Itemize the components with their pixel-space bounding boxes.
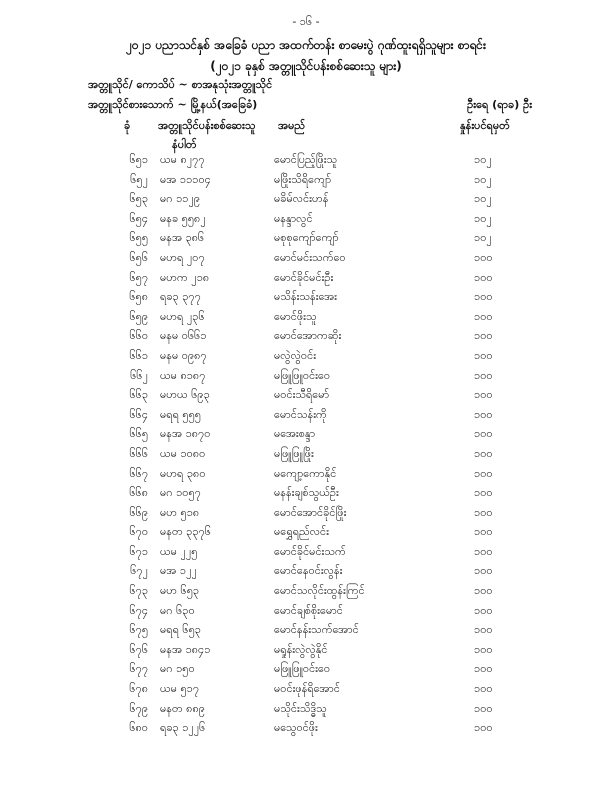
row-nrc: ယမ ၈၂၇၇ <box>160 153 205 166</box>
row-number: ၆၇၈ <box>129 682 148 696</box>
table-row <box>0 640 612 660</box>
row-mark: ၁၀၀ <box>474 388 493 402</box>
row-number: ၆၅၁ <box>129 153 148 166</box>
row-mark: ၁၀၀ <box>474 427 493 441</box>
row-mark: ၁၀၀ <box>474 525 493 539</box>
row-number: ၆၅၆ <box>129 250 148 264</box>
row-name: မစုစုကျော်ကျော် <box>274 231 339 245</box>
row-number: ၆၅၈ <box>129 290 148 304</box>
row-name: မောင်အောင်ခိုင်ဖြိုး <box>274 505 347 519</box>
row-name: မောင်ဖိုးသူ <box>274 309 317 323</box>
table-row <box>0 561 612 581</box>
table-row <box>0 522 612 542</box>
row-name: မောင်သန်းကို <box>274 407 327 421</box>
table-row <box>0 503 612 523</box>
row-name: မောင်ခိုင်မင်းသက် <box>274 544 346 558</box>
row-name: မသိုင်းသိဒ္ဓိသူ <box>274 701 327 715</box>
row-nrc: မနမ ၀၉၈၇ <box>160 348 207 362</box>
row-number: ၆၅၅ <box>129 231 148 245</box>
row-nrc: မဟက ၂၁၈ <box>160 270 210 284</box>
column-header-no: ခုံ <box>124 119 131 132</box>
row-nrc: မရရ ၅၅၅ <box>160 407 201 421</box>
row-name: မလွဲလွဲဝင်း <box>274 348 316 362</box>
table-row <box>0 268 612 288</box>
row-nrc: မဂ ၁၀၅၇ <box>160 486 201 500</box>
row-nrc: မဟယ ၆၉၃ <box>160 388 210 402</box>
row-nrc: ရခ၃ ၁၂၂၆ <box>160 721 206 735</box>
row-mark: ၁၀၀ <box>474 701 493 715</box>
row-number: ၆၆၆ <box>129 446 148 460</box>
row-number: ၆၆၄ <box>129 407 148 421</box>
row-number: ၆၅၂ <box>130 172 148 186</box>
row-mark: ၁၀၀ <box>474 682 493 696</box>
row-mark: ၁၀၀ <box>474 466 493 480</box>
row-nrc: မနတ ၈၈၉ <box>160 701 205 715</box>
table-row <box>0 659 612 679</box>
row-number: ၆၇၇ <box>129 662 148 676</box>
region-line: အတ္တူသိုင်/ ကောသိပ် ~ စာအနုသုံးအတ္တူသိုင် <box>88 78 273 91</box>
results-table <box>0 150 612 738</box>
row-mark: ၁၀၀ <box>474 505 493 519</box>
table-row <box>0 699 612 719</box>
row-name: မသိန်းသန်းအေး <box>274 290 337 304</box>
row-nrc: မနအ ၃၈၆ <box>160 231 205 245</box>
row-nrc: ယမ ၅၁၇ <box>160 682 200 696</box>
row-number: ၆၇၀ <box>129 525 148 539</box>
row-name: မနန္ဒာလွင် <box>274 211 313 225</box>
row-number: ၆၆၁ <box>129 348 148 362</box>
row-name: မသွေဝင်ဖိုး <box>274 721 318 735</box>
table-row <box>0 307 612 327</box>
row-name: မဖြူဖြူဝင်းဝေ <box>274 662 331 676</box>
row-number: ၆၅၃ <box>129 192 148 206</box>
row-number: ၆၆၇ <box>129 466 148 480</box>
row-number: ၆၇၂ <box>130 564 148 578</box>
row-nrc: ယမ ၁၀၈၀ <box>160 446 206 460</box>
row-number: ၆၆၉ <box>129 505 148 519</box>
row-nrc: မနခ ၅၅၈၂ <box>160 211 206 225</box>
row-number: ၆၆၈ <box>129 486 148 500</box>
row-nrc: မဂ ၁၅၀ <box>160 662 195 676</box>
row-name: မခိမ်လင်းဟန် <box>274 192 329 206</box>
row-mark: ၁၀၀ <box>474 584 493 598</box>
table-row <box>0 385 612 405</box>
row-number: ၆၇၆ <box>129 642 148 656</box>
row-name: မဖြူဖြူဖြိုး <box>274 446 314 460</box>
column-header-name: အမည် <box>278 119 306 132</box>
table-row <box>0 405 612 425</box>
row-mark: ၁၀၀ <box>474 486 493 500</box>
mark-header-right: ဦးရေ (ရာခ) ဦး <box>467 98 532 111</box>
row-number: ၆၆၃ <box>129 388 148 402</box>
document-title: ၂၀၂၁ ပညာသင်နှစ် အခြေခံ ပညာ အထက်တန်း စာမေးပွဲ ဂုဏ်ထူးရရှိသူများ စာရင်း <box>125 38 487 52</box>
table-row <box>0 581 612 601</box>
table-row <box>0 209 612 229</box>
row-mark: ၁၀၀ <box>474 662 493 676</box>
row-mark: ၁၀၀ <box>474 368 493 382</box>
row-mark: ၁၀၂ <box>474 211 492 225</box>
row-name: မဖြိုးသိရိကျော် <box>274 172 332 186</box>
row-mark: ၁၀၂ <box>474 192 492 206</box>
table-row <box>0 248 612 268</box>
row-nrc: မဟ ၆၅၃ <box>160 584 200 598</box>
row-mark: ၁၀၀ <box>474 309 493 323</box>
row-mark: ၁၀၂ <box>474 172 492 186</box>
row-number: ၆၆၀ <box>129 329 148 343</box>
table-row <box>0 366 612 386</box>
table-row <box>0 326 612 346</box>
row-nrc: မဂ ၆၃၀ <box>160 603 195 617</box>
row-mark: ၁၀၀ <box>474 603 493 617</box>
row-nrc: မနတ ၃၃၇၆ <box>160 525 211 539</box>
row-nrc: ယမ ၂၂၅ <box>160 544 198 558</box>
row-number: ၆၅၄ <box>129 211 148 225</box>
row-mark: ၁၀၀ <box>474 544 493 558</box>
row-nrc: မဂ ၁၁၂၉ <box>160 192 201 206</box>
row-number: ၆၆၂ <box>130 368 148 382</box>
row-name: မရွှေရည်လင်း <box>274 525 329 539</box>
row-name: မအေးစန္ဒာ <box>274 427 316 441</box>
table-row <box>0 228 612 248</box>
table-row <box>0 170 612 190</box>
row-nrc: မဟရ ၃၈၀ <box>160 466 206 480</box>
row-number: ၆၅၇ <box>129 270 148 284</box>
row-mark: ၁၀၀ <box>474 270 493 284</box>
row-name: မောင်ခိုင်မင်းဦး <box>274 270 334 284</box>
row-nrc: မဟရ ၂၃၆ <box>160 309 205 323</box>
row-mark: ၁၀၀ <box>474 329 493 343</box>
row-nrc: မရရ ၆၅၃ <box>160 623 201 637</box>
row-mark: ၁၀၀ <box>474 721 493 735</box>
row-nrc: မအ ၁၁၁၀၄ <box>160 172 211 186</box>
row-name: မနန်းချစ်သွယ်ဦး <box>274 486 339 500</box>
row-name: မဖြူဖြူဝင်းဝေ <box>274 368 331 382</box>
page-number: - ၁၆ - <box>292 15 320 28</box>
table-row <box>0 483 612 503</box>
row-name: မဝင်းဖုန်ရိအောင် <box>274 682 340 696</box>
row-name: မောင်နေဝင်းလွန်း <box>274 564 343 578</box>
row-name: မောင်ပြည့်ဖြိုးသူ <box>274 153 338 166</box>
row-number: ၆၇၁ <box>129 544 148 558</box>
table-row <box>0 346 612 366</box>
table-row <box>0 542 612 562</box>
row-nrc: မနမ ၀၆၆၁ <box>160 329 207 343</box>
row-number: ၆၈၀ <box>129 721 148 735</box>
column-header-nrc: အတ္တူသိုင်ပန်းစစ်ဆေးသူ <box>158 119 256 132</box>
row-mark: ၁၀၀ <box>474 642 493 656</box>
row-number: ၆၇၄ <box>129 603 148 617</box>
row-mark: ၁၀၀ <box>474 564 493 578</box>
row-mark: ၁၀၀ <box>474 250 493 264</box>
table-row <box>0 679 612 699</box>
row-number: ၆၇၃ <box>129 584 148 598</box>
row-name: မရှုန်းလွဲလွဲနိုင် <box>274 642 328 656</box>
center-line: အတ္တူသိုင်စားသောက် ~ မြို့နယ်(အခြေခံ) <box>88 98 258 111</box>
row-mark: ၁၀၀ <box>474 407 493 421</box>
table-row <box>0 620 612 640</box>
table-row <box>0 718 612 738</box>
table-row <box>0 189 612 209</box>
column-header-nrc-sub: နံပါတ် <box>172 138 197 151</box>
row-nrc: မနအ ၁၈၇၀ <box>160 427 211 441</box>
table-row <box>0 444 612 464</box>
row-name: မောင်နန်းသက်အောင် <box>274 623 359 637</box>
row-mark: ၁၀၀ <box>474 446 493 460</box>
row-mark: ၁၀၀ <box>474 623 493 637</box>
table-row <box>0 424 612 444</box>
row-name: မကျော့ကောနိုင် <box>274 466 337 480</box>
row-nrc: မဟ ၅၁၈ <box>160 505 200 519</box>
row-name: မောင်အောကဆိုး <box>274 329 342 343</box>
row-mark: ၁၀၂ <box>474 153 492 166</box>
row-nrc: မအ ၁၂၂ <box>160 564 197 578</box>
row-number: ၆၇၅ <box>129 623 148 637</box>
row-name: မောင်မင်းသက်ဝေ <box>274 250 346 264</box>
row-number: ၆၇၉ <box>129 701 148 715</box>
row-number: ၆၆၅ <box>129 427 148 441</box>
row-name: မောင်ချစ်စိုးမောင် <box>274 603 343 617</box>
table-row <box>0 287 612 307</box>
column-header-mark: နှုန်းပင်ရမှတ် <box>460 119 510 132</box>
table-row <box>0 464 612 484</box>
row-name: မောင်သလိုင်းထွန်းကြင် <box>274 584 365 598</box>
document-subtitle: (၂၀၂၁ ခုနှစ် အတ္တူသိုင်ပန်းစစ်ဆေးသူ များ) <box>210 59 402 73</box>
row-mark: ၁၀၂ <box>474 231 492 245</box>
row-nrc: ယမ ၈၁၈၇ <box>160 368 206 382</box>
table-row <box>0 150 612 170</box>
row-nrc: ရခ၃ ၃၇၇ <box>160 290 201 304</box>
row-mark: ၁၀၀ <box>474 348 493 362</box>
row-number: ၆၅၉ <box>129 309 148 323</box>
row-mark: ၁၀၀ <box>474 290 493 304</box>
row-name: မဝင်းသီရိမော် <box>274 388 330 402</box>
table-row <box>0 601 612 621</box>
row-nrc: မဟရ ၂၀၇ <box>160 250 205 264</box>
row-nrc: မနအ ၁၈၄၁ <box>160 642 211 656</box>
